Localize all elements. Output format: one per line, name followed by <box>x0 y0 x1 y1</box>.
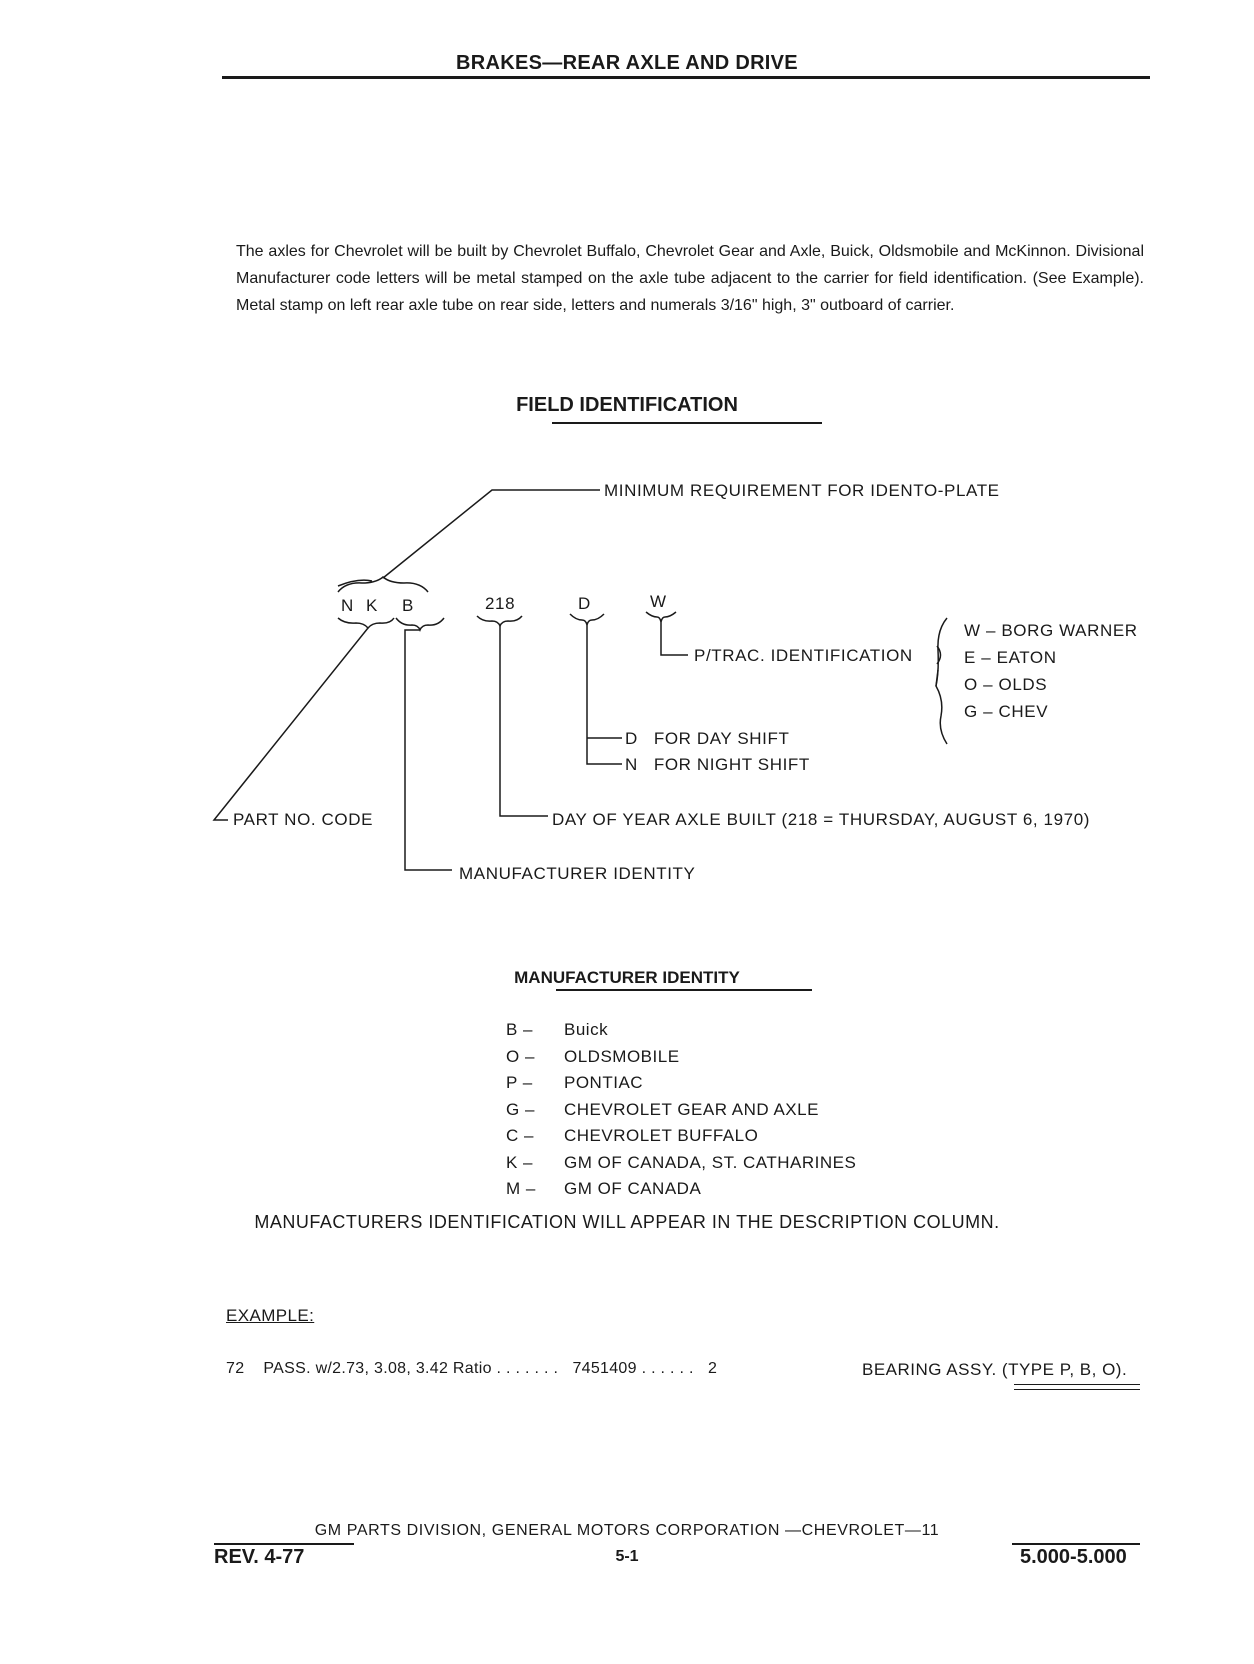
footer-publisher: GM PARTS DIVISION, GENERAL MOTORS CORPORATION —CHEVROLET—11 <box>314 1522 940 1539</box>
code-letter-b: B <box>402 596 414 615</box>
label-day-of-year: DAY OF YEAR AXLE BUILT (218 = THURSDAY, AUGUST 6, 1970) <box>552 810 1091 829</box>
manufacturer-name: CHEVROLET BUFFALO <box>564 1126 759 1145</box>
ptrac-option: E – EATON <box>964 648 1057 667</box>
manufacturer-name: Buick <box>564 1020 609 1039</box>
day-code: 218 <box>485 594 516 613</box>
ptrac-option: O – OLDS <box>964 675 1048 694</box>
manufacturer-identity-title: MANUFACTURER IDENTITY <box>514 968 740 987</box>
footer-rule-left <box>214 1543 354 1545</box>
label-manufacturer-identity: MANUFACTURER IDENTITY <box>459 864 696 883</box>
list-item <box>506 1126 856 1153</box>
double-underline-top <box>1014 1384 1140 1385</box>
list-item <box>506 1073 856 1100</box>
manufacturer-code: G – <box>506 1099 535 1119</box>
list-item <box>506 1179 856 1206</box>
label-day-shift: D FOR DAY SHIFT <box>625 729 790 748</box>
diagram-labels <box>233 481 1090 883</box>
label-night-shift: N FOR NIGHT SHIFT <box>625 755 810 774</box>
ptrac-option: W – BORG WARNER <box>964 621 1138 640</box>
manufacturer-note: MANUFACTURERS IDENTIFICATION WILL APPEAR IN THE DESCRIPTION COLUMN. <box>254 1212 1000 1232</box>
example-label: EXAMPLE: <box>226 1306 315 1325</box>
manufacturer-code: O – <box>506 1046 535 1066</box>
list-item <box>506 1020 856 1047</box>
footer-page-number: 5-1 <box>615 1548 639 1565</box>
manufacturer-list <box>506 1020 856 1206</box>
label-ptrac-identification: P/TRAC. IDENTIFICATION <box>694 646 913 665</box>
manufacturer-code: B – <box>506 1020 534 1039</box>
code-letter-n: N <box>341 596 354 615</box>
list-item <box>506 1100 856 1127</box>
ptrac-option: G – CHEV <box>964 702 1049 721</box>
field-identification-title: FIELD IDENTIFICATION <box>516 394 738 416</box>
ptrac-options <box>964 621 1138 721</box>
page-header-title: BRAKES—REAR AXLE AND DRIVE <box>456 52 798 74</box>
label-minimum-requirement: MINIMUM REQUIREMENT FOR IDENTO-PLATE <box>604 481 1000 500</box>
example-description: BEARING ASSY. (TYPE P, B, O). <box>862 1360 1128 1379</box>
code-letter-k: K <box>366 596 378 615</box>
footer-doc-number: 5.000-5.000 <box>1020 1546 1127 1568</box>
intro-paragraph: The axles for Chevrolet will be built by Chevrolet Buffalo, Chevrolet Gear and Axle, Buick, Oldsmobile and McKinnon. Divisional Manufacturer code letters will be metal stamped on the axle tube adjacent to the carrier for field identification. (See Example). Metal stamp on left rear axle tube on rear side, letters and numerals 3/16" high, 3" outboard of carrier. <box>236 243 1144 314</box>
manufacturer-name: GM OF CANADA, ST. CATHARINES <box>564 1152 857 1172</box>
manufacturer-name: OLDSMOBILE <box>564 1046 680 1066</box>
shift-code: D <box>578 594 591 613</box>
manufacturer-name: CHEVROLET GEAR AND AXLE <box>564 1099 819 1119</box>
manufacturer-name: GM OF CANADA <box>564 1179 702 1198</box>
label-part-no-code: PART NO. CODE <box>233 810 374 829</box>
diagram-code-letters <box>341 592 667 615</box>
manufacturer-code: C – <box>506 1126 534 1145</box>
footer-rule-right <box>1012 1543 1140 1545</box>
ptrac-code: W <box>650 592 667 611</box>
list-item <box>506 1153 856 1180</box>
manufacturer-code: M – <box>506 1179 536 1198</box>
example-line: 72 PASS. w/2.73, 3.08, 3.42 Ratio . . . . . . . 7451409 . . . . . . 2 <box>226 1360 718 1377</box>
list-item <box>506 1047 856 1074</box>
footer-revision: REV. 4-77 <box>214 1546 305 1568</box>
double-underline-bottom <box>1014 1389 1140 1390</box>
manufacturer-code: P – <box>506 1073 533 1092</box>
manufacturer-name: PONTIAC <box>564 1073 644 1092</box>
manufacturer-code: K – <box>506 1152 534 1172</box>
manufacturer-identity-rule <box>556 989 812 991</box>
